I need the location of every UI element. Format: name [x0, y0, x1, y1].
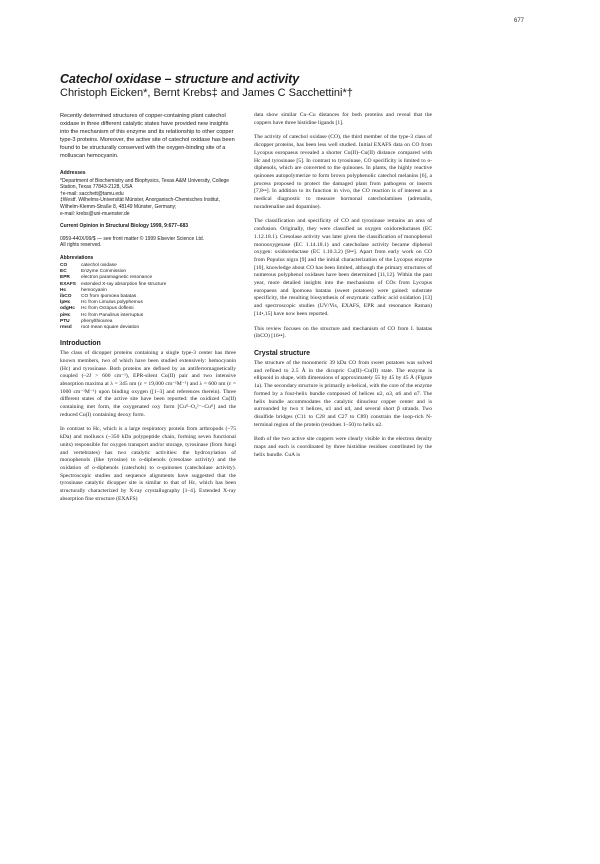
article-authors: Christoph Eicken*, Bernt Krebs‡ and James C Sacchettini*†	[60, 87, 353, 99]
copyright-line: 0959-440X/99/$ — see front matter © 1999 Elsevier Science Ltd.	[60, 235, 205, 242]
abbreviation-term: CO	[60, 262, 68, 268]
body-paragraph: The structure of the monomeric 39 kDa CO from sweet potatoes was solved and refined to 2.5 Å in the dicupric Cu(II)–Cu(II) state. The enzyme is ellipsoid in shape, with dimensions of approximately 55 by 45 by 45 Å (Figure 1a). The secondary structure is primarily α-helical, with the core of the enzyme formed by a four-helix bundle composed of helices α2, α3, α6 and α7. The helix bundle accommodates the catalytic dinuclear copper center and is surrounded by two π helices, α1 and α4, and several short β strands. Two disulfide bridges (C11 to C28 and C27 to C89) constrain the loop-rich N-terminal region of the protein (residues 1–50) to helix α2.	[254, 359, 432, 428]
abbreviation-row	[60, 325, 166, 331]
address-line: *Department of Biochemistry and Biophysics, Texas A&M University, College Station, Texas 77843-2128, USA	[60, 177, 230, 191]
abbreviation-term: rmsd	[60, 324, 72, 330]
abbreviations-block	[60, 255, 236, 331]
abbreviation-definition: electron paramagnetic resonance	[81, 275, 153, 281]
addresses-heading: Addresses	[60, 169, 86, 176]
abbreviations-heading: Abbreviations	[60, 254, 94, 261]
copyright-line: All rights reserved.	[60, 242, 102, 249]
abbreviation-definition: hemocyanin	[81, 287, 107, 293]
abbreviation-term: Hc	[60, 287, 67, 293]
abstract: Recently determined structures of copper-containing plant catechol oxidase in three different catalytic states have provided new insights into the mechanism of this enzyme and its relationship to other copper type-3 proteins. Moreover, the active site of catechol oxidase has been found to be structurally conserved with the oxygen-binding site of a molluscan hemocyanin.	[60, 113, 235, 160]
section-heading-crystal-structure: Crystal structure	[254, 349, 311, 357]
abbreviations-table	[60, 263, 166, 331]
article-title: Catechol oxidase – structure and activity	[60, 72, 300, 86]
body-paragraph: This review focuses on the structure and mechanism of CO from I. batatas (ibCO) [16••].	[254, 325, 432, 340]
abbreviation-definition: phenylthiourea	[81, 318, 113, 324]
abbreviation-term: lpHc	[60, 300, 71, 306]
abbreviation-term: EPR	[60, 275, 70, 281]
abbreviation-definition: Enzyme Commission	[81, 269, 127, 275]
abbreviation-row	[60, 282, 166, 288]
abbreviation-term: EXAFS	[60, 281, 76, 287]
body-paragraph: The activity of catechol oxidase (CO), the third member of the type-3 class of dicopper proteins, has been less well studied. Initial EXAFS data on CO from Lycopus europaeus revealed a shorter Cu(II)–Cu(II) distance compared with Hc and tyrosinase [5]. In contrast to tyrosinase, CO specificity is limited to o-diphenols, which are converted to the quinones. In plants, the highly reactive quinones autopolymerize to form brown polyphenolic catechol melanins [6], a process proposed to protect the damaged plant from pathogens or insects [7,8••]. In addition to its function in vivo, the CO reaction is of interest as a medical diagnostic to measure hormonal catecholamines (adrenalin, noradrenaline and dopamine).	[254, 134, 432, 210]
abbreviation-definition: catechol oxidase	[81, 262, 117, 268]
body-paragraph: The classification and specificity of CO and tyrosinase remains an area of confusion. Originally, they were classified as oxygen oxidoreductases (EC 1.12.18.1). Cresolase activity was later given the classification of monophenol monooxygenase (EC 1.14.18.1) and catecholase activity became diphenol oxygen: oxidoreductase (EC 1.10.3.2) [8••]. Apart from early work on CO from Populus nigra [9] and the initial characterization of the Lycopus enzyme [10], knowledge about CO has been limited, although the primary structures of numerous polyphenol oxidases have been determined [11,12]. Within the past year, more detailed insights into the mechanisms of COs from Lycopus europaeus and Ipomoea batatas (sweet potatoes) were gained: substrate specificity, the resulting biosynthesis of enzymatic caffeic acid oxidation [13] and spectroscopic studies (UV/Vis, EXAFS, EPR and resonance Raman) [14•,15] have now been reported.	[254, 218, 432, 317]
journal-citation: Current Opinion in Structural Biology 1999, 9:677–683	[60, 223, 189, 230]
abbreviation-term: ibCO	[60, 293, 72, 299]
abbreviation-definition: root mean square deviation	[81, 324, 140, 330]
abbreviation-definition: Hc from Panulirus interruptus	[81, 312, 144, 318]
body-paragraph: The class of dicopper proteins containing a single type-3 center has three known members, two of which have been studied extensively: hemocyanin (Hc) and tyrosinase. Both proteins are defined by an antiferromagnetically coupled (–2J > 600 cm⁻¹), EPR-silent Cu(II) pair and two intensive absorption maxima at λ = 345 nm (ε = 19,000 cm⁻¹M⁻¹) and λ = 600 nm (ε = 1000 cm⁻¹M⁻¹) upon binding oxygen ([1–3] and references therein). Three different states of the active site have been reported: the oxidized Cu(II) containing met form, the oxygenated oxy form [Cuᴵᴵ–O₂²⁻–Cuᴵᴵ] and the reduced Cu(I) containing deoxy form.	[60, 350, 236, 418]
address-line: ‡Westf. Wilhelms-Universität Münster, Anorganisch-Chemisches Institut, Wilhelm-Klemm-Straße 8, 48149 Münster, Germany;	[60, 197, 220, 210]
abbreviation-definition: extended X-ray absorption fine structure	[81, 281, 167, 287]
page-number: 677	[513, 18, 524, 24]
abbreviation-definition: Hc from Limulus polyphemus	[81, 300, 143, 306]
abbreviation-definition: Hc from Octopus dofleini	[81, 306, 134, 312]
section-heading-introduction: Introduction	[60, 340, 101, 348]
address-line: †e-mail: sacchett@tamu.edu	[60, 190, 124, 197]
abbreviation-definition: CO from Ipomoea batatas	[81, 293, 137, 299]
address-line: e-mail: krebs@uni-muenster.de	[60, 210, 130, 217]
abbreviation-term: piHc	[60, 312, 71, 318]
abbreviation-term: PTU	[60, 318, 70, 324]
body-paragraph: Both of the two active site coppers were clearly visible in the electron density maps and each is coordinated by three histidine residues contributed by the helix bundle. CuA is	[254, 436, 432, 458]
left-column	[60, 112, 236, 511]
body-paragraph: In contrast to Hc, which is a large respiratory protein from arthropods (~75 kDa) and molluscs (~350 kDa polypeptide chain, forming seven functional units) responsible for oxygen transport and/or storage, tyrosinase (from fungi and vertebrates) has two catalytic activities: the hydroxylation of monophenols (like tyrosine) to o-diphenols (cresolase activity) and the oxidation of o-diphenols (catechols) to o-quinones (catecholase activity). Spectroscopic studies and sequence alignments have suggested that the tyrosinase catalytic dicopper site is similar to that of Hc, which has been structurally characterized by X-ray crystallography [1–4]. Extended X-ray absorption fine structure (EXAFS)	[60, 426, 236, 502]
right-column	[254, 112, 432, 466]
addresses-block	[60, 170, 236, 218]
abbreviation-term: EC	[60, 269, 67, 275]
body-paragraph: data show similar Cu–Cu distances for both proteins and reveal that the coppers have three histidine ligands [1].	[254, 112, 432, 126]
abbreviation-term: odgHc	[60, 306, 75, 312]
